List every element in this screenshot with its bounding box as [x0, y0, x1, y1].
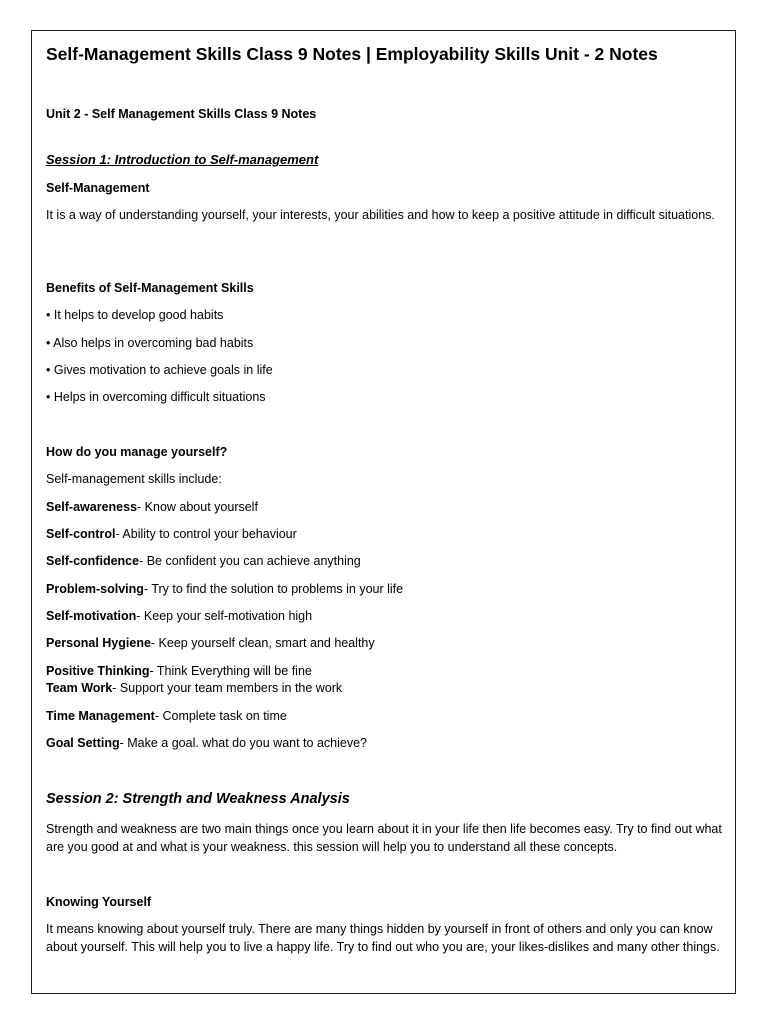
skill-item — [46, 498, 258, 516]
skill-desc: - Ability to control your behaviour — [115, 527, 297, 541]
skill-item — [46, 525, 297, 543]
skill-item — [46, 607, 312, 625]
skill-term: Personal Hygiene — [46, 636, 151, 650]
session-2-heading: Session 2: Strength and Weakness Analysis — [46, 791, 350, 807]
skill-desc: - Complete task on time — [154, 709, 287, 723]
self-management-heading: Self-Management — [46, 181, 150, 195]
skill-item — [46, 634, 375, 652]
skill-desc: - Support your team members in the work — [112, 681, 343, 695]
skill-term: Self-control — [46, 527, 116, 541]
benefit-item: • Gives motivation to achieve goals in life — [46, 363, 273, 377]
skill-desc: - Keep your self-motivation high — [136, 609, 313, 623]
unit-heading: Unit 2 - Self Management Skills Class 9 Notes — [46, 107, 317, 121]
skill-desc: - Think Everything will be fine — [149, 664, 312, 678]
benefit-item: • It helps to develop good habits — [46, 308, 224, 322]
skill-term: Goal Setting — [46, 736, 120, 750]
benefit-item: • Also helps in overcoming bad habits — [46, 336, 254, 350]
self-management-definition: It is a way of understanding yourself, your interests, your abilities and how to keep a positive attitude in difficult situations. — [46, 208, 715, 222]
skill-term: Self-confidence — [46, 554, 140, 568]
skill-item — [46, 734, 367, 752]
benefit-item: • Helps in overcoming difficult situations — [46, 390, 266, 404]
session-2-intro: Strength and weakness are two main things once you learn about it in your life then life becomes easy. Try to find out what are you good at and what is your weakness. this session will help you to understand all these concepts. — [46, 822, 722, 854]
session-1-heading: Session 1: Introduction to Self-management — [46, 152, 319, 167]
skill-term: Self-motivation — [46, 609, 137, 623]
skill-desc: - Keep yourself clean, smart and healthy — [150, 636, 375, 650]
skill-desc: - Try to find the solution to problems in your life — [143, 582, 404, 596]
benefits-heading: Benefits of Self-Management Skills — [46, 281, 254, 295]
document-title: Self-Management Skills Class 9 Notes | Employability Skills Unit - 2 Notes — [46, 44, 658, 64]
skill-desc: - Be confident you can achieve anything — [139, 554, 361, 568]
skill-item — [46, 580, 403, 598]
skill-item — [46, 552, 361, 570]
manage-yourself-heading: How do you manage yourself? — [46, 445, 228, 459]
skill-term: Team Work — [46, 681, 113, 695]
skill-desc: - Make a goal. what do you want to achieve? — [119, 736, 367, 750]
skill-item — [46, 707, 287, 725]
skill-term: Self-awareness — [46, 500, 138, 514]
knowing-yourself-heading: Knowing Yourself — [46, 895, 152, 909]
knowing-yourself-text: It means knowing about yourself truly. There are many things hidden by yourself in front of others and only you can know about yourself. This will help you to live a happy life. Try to find out who you are, your likes-dislikes and many other things. — [46, 922, 720, 954]
skill-term: Time Management — [46, 709, 155, 723]
skill-desc: - Know about yourself — [137, 500, 258, 514]
skills-intro: Self-management skills include: — [46, 472, 222, 486]
skill-item — [46, 679, 342, 697]
skill-term: Problem-solving — [46, 582, 144, 596]
skill-term: Positive Thinking — [46, 664, 150, 678]
skill-item — [46, 662, 312, 680]
